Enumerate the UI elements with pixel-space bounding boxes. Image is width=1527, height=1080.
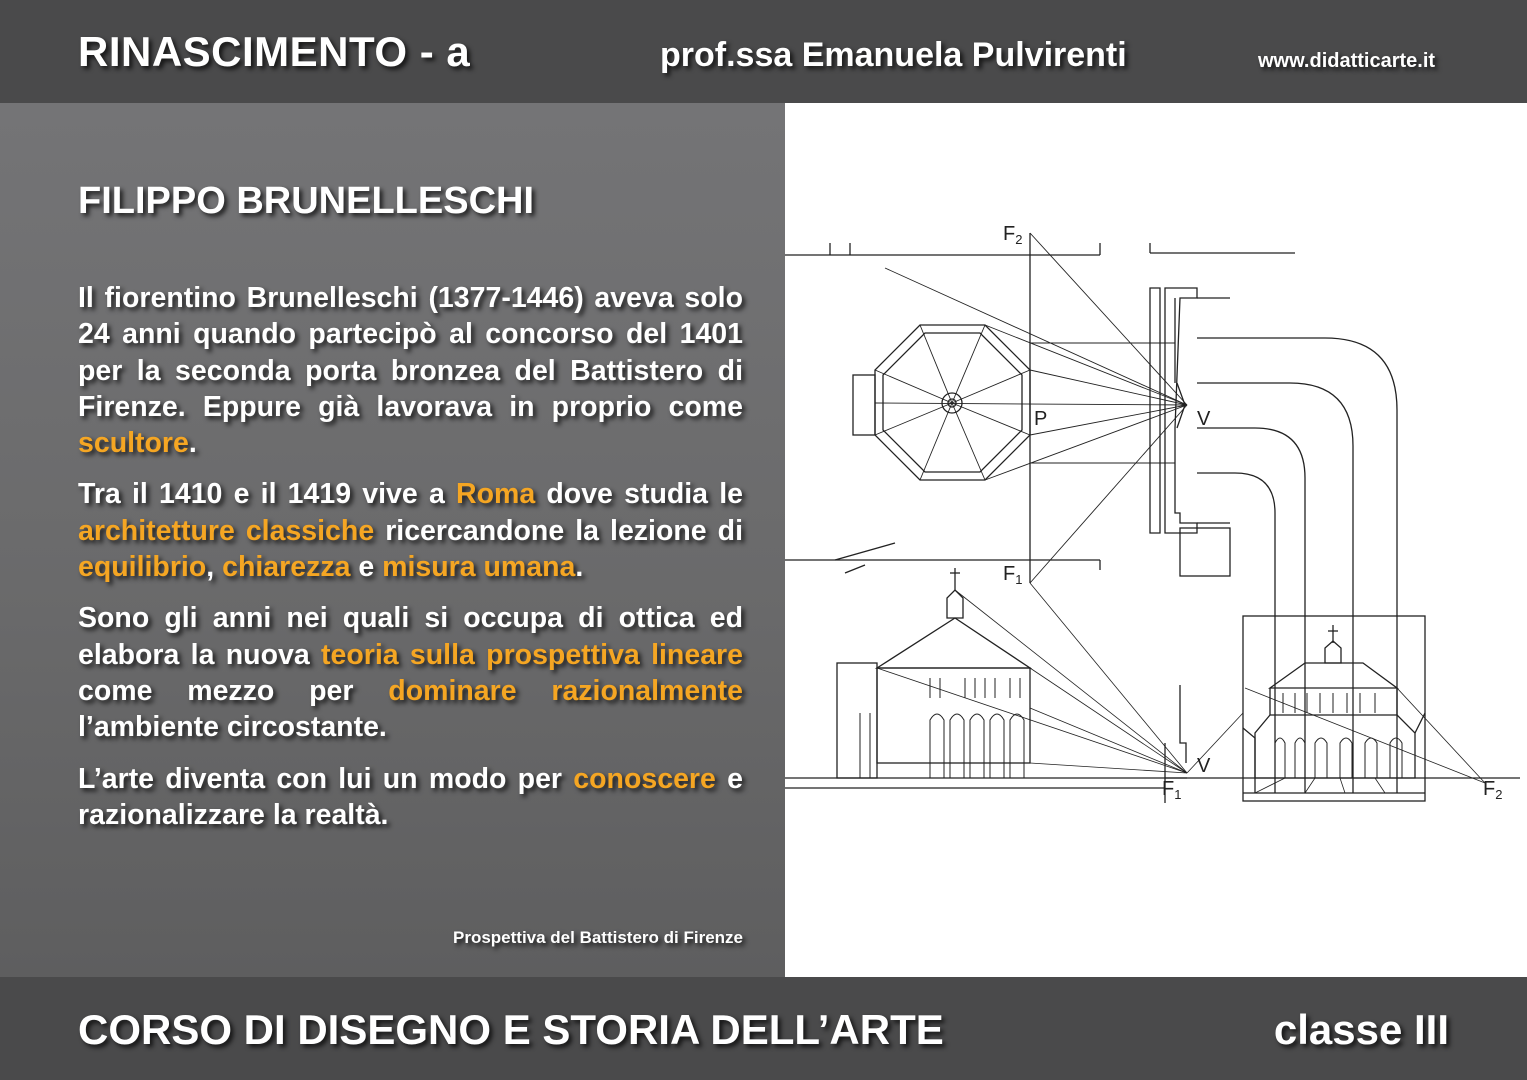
p3-text-2: come mezzo per (78, 674, 389, 707)
image-caption: Prospettiva del Battistero di Firenze (452, 928, 743, 947)
body-text (78, 280, 743, 848)
p3-text-3: l’ambiente circostante. (78, 711, 387, 744)
course-title: CORSO DI DISEGNO E STORIA DELL’ARTE (78, 1006, 944, 1053)
paragraph-4 (78, 761, 743, 834)
p1-text: Il fiorentino Brunelleschi (1377-1446) aveva solo 24 anni quando partecipò al concorso del 1401 per la seconda porta bronzea del Battistero di Firenze. Eppure già lavorava in proprio come (78, 282, 743, 423)
label-f1-mid: $F_1$ (1003, 563, 1023, 587)
paragraph-1 (78, 280, 743, 461)
p4-text-1: L’arte diventa con lui un modo per (78, 762, 574, 795)
label-p: P (1034, 408, 1048, 430)
p3-text-1: Sono gli anni nei quali si occupa di ottica ed elabora la nuova (78, 602, 743, 671)
label-f2-top: $F_2$ (1003, 223, 1023, 247)
baptistery-elevation (785, 568, 1187, 788)
p2-text-4: , (206, 551, 223, 584)
label-v-bottom: V (1197, 755, 1211, 777)
p2-highlight-chiarezza: chiarezza (222, 551, 351, 584)
paragraph-3 (78, 600, 743, 745)
baptistery-perspective-view (1243, 616, 1425, 801)
label-f2-bottom: $F_2$ (1483, 778, 1503, 802)
p2-end: . (575, 551, 584, 584)
p2-text-3: ricercandone la lezione di (374, 514, 743, 547)
class-label: classe III (1273, 1006, 1449, 1053)
p1-highlight-sculptor: scultore (78, 427, 189, 460)
small-square (1180, 528, 1230, 576)
footer-bar (0, 977, 1527, 1080)
p2-highlight-equilibrio: equilibrio (78, 551, 207, 584)
p3-highlight-dominare: dominare razionalmente (388, 674, 743, 707)
label-f1-bottom: $F_1$ (1162, 778, 1182, 802)
p2-highlight-roma: Roma (456, 478, 536, 511)
baptistery-perspective-svg (785, 103, 1527, 977)
p2-text-2: dove studia le (535, 478, 743, 511)
author-name: prof.ssa Emanuela Pulvirenti (660, 36, 1127, 74)
paragraph-2 (78, 476, 743, 585)
p1-end: . (188, 427, 197, 460)
p2-highlight-misura-umana: misura umana (382, 551, 576, 584)
p4-text-2: e razionalizzare la realtà. (78, 762, 743, 831)
p2-text-5: e (350, 551, 383, 584)
section-title: FILIPPO BRUNELLESCHI (78, 180, 535, 222)
header-bar (0, 0, 1527, 103)
lesson-title: RINASCIMENTO - a (78, 28, 471, 75)
p2-text-1: Tra il 1410 e il 1419 vive a (78, 478, 456, 511)
perspective-drawing (785, 103, 1527, 977)
p2-highlight-architetture: architetture classiche (78, 514, 375, 547)
p3-highlight-prospettiva: teoria sulla prospettiva lineare (321, 638, 743, 671)
p4-highlight-conoscere: conoscere (573, 762, 716, 795)
label-v-top: V (1197, 408, 1211, 430)
website-label: www.didatticarte.it (1258, 50, 1436, 72)
